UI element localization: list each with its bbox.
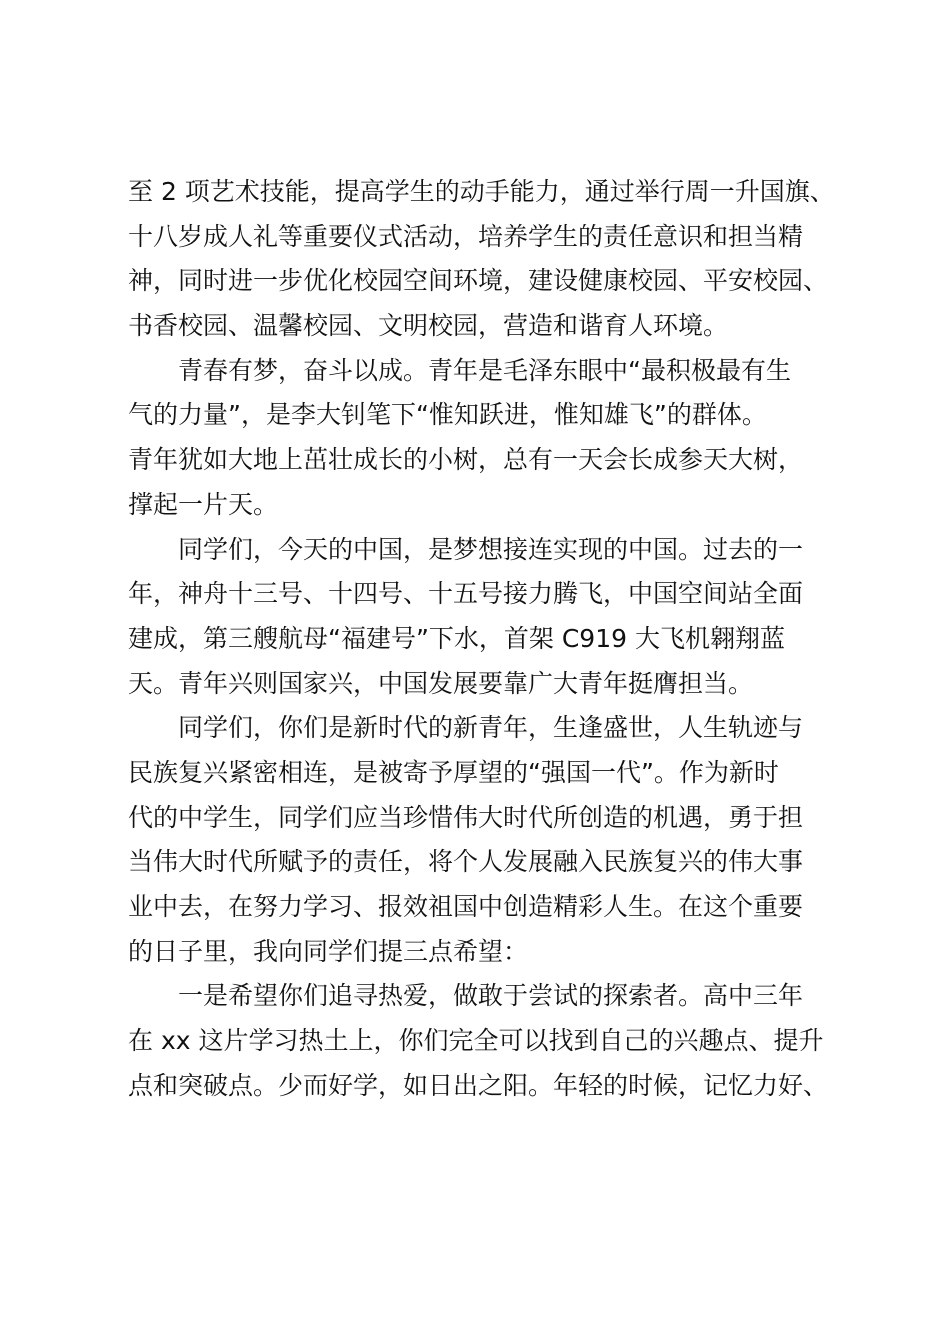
text-line: 书香校园、温馨校园、文明校园，营造和谐育人环境。	[128, 311, 729, 341]
text-line: 青年犹如大地上茁壮成长的小树，总有一天会长成参天大树，	[128, 445, 804, 475]
text-line: 建成，第三艘航母“福建号”下水，首架 C919 大飞机翱翔蓝	[128, 623, 785, 653]
text-line: 十八岁成人礼等重要仪式活动，培养学生的责任意识和担当精	[128, 221, 804, 251]
document-body	[128, 170, 840, 1108]
text-line: 至 2 项艺术技能，提高学生的动手能力，通过举行周一升国旗、	[128, 177, 835, 206]
paragraph-first-line: 一是希望你们追寻热爱，做敢于尝试的探索者。高中三年	[178, 981, 804, 1011]
text-line: 撑起一片天。	[128, 489, 279, 519]
paragraph-first-line: 青春有梦，奋斗以成。青年是毛泽东眼中“最积极最有生	[178, 355, 791, 385]
text-line: 的日子里，我向同学们提三点希望：	[128, 936, 529, 966]
text-line: 天。青年兴则国家兴，中国发展要靠广大青年挺膺担当。	[128, 668, 754, 698]
text-line: 年，神舟十三号、十四号、十五号接力腾飞，中国空间站全面	[128, 579, 804, 609]
text-line: 点和突破点。少而好学，如日出之阳。年轻的时候，记忆力好、	[128, 1070, 829, 1100]
text-line: 代的中学生，同学们应当珍惜伟大时代所创造的机遇，勇于担	[128, 802, 804, 832]
paragraph-first-line: 同学们，今天的中国，是梦想接连实现的中国。过去的一	[178, 534, 804, 564]
text-line: 气的力量”，是李大钊笔下“惟知跃进，惟知雄飞”的群体。	[128, 400, 767, 430]
text-line: 民族复兴紧密相连，是被寄予厚望的“强国一代”。作为新时	[128, 757, 779, 787]
paragraph-first-line: 同学们，你们是新时代的新青年，生逢盛世，人生轨迹与	[178, 713, 804, 743]
text-line: 当伟大时代所赋予的责任，将个人发展融入民族复兴的伟大事	[128, 847, 804, 877]
text-line: 业中去，在努力学习、报效祖国中创造精彩人生。在这个重要	[128, 892, 804, 921]
text-line: 神，同时进一步优化校园空间环境，建设健康校园、平安校园、	[128, 266, 829, 296]
text-line: 在 xx 这片学习热土上，你们完全可以找到自己的兴趣点、提升	[128, 1026, 824, 1056]
